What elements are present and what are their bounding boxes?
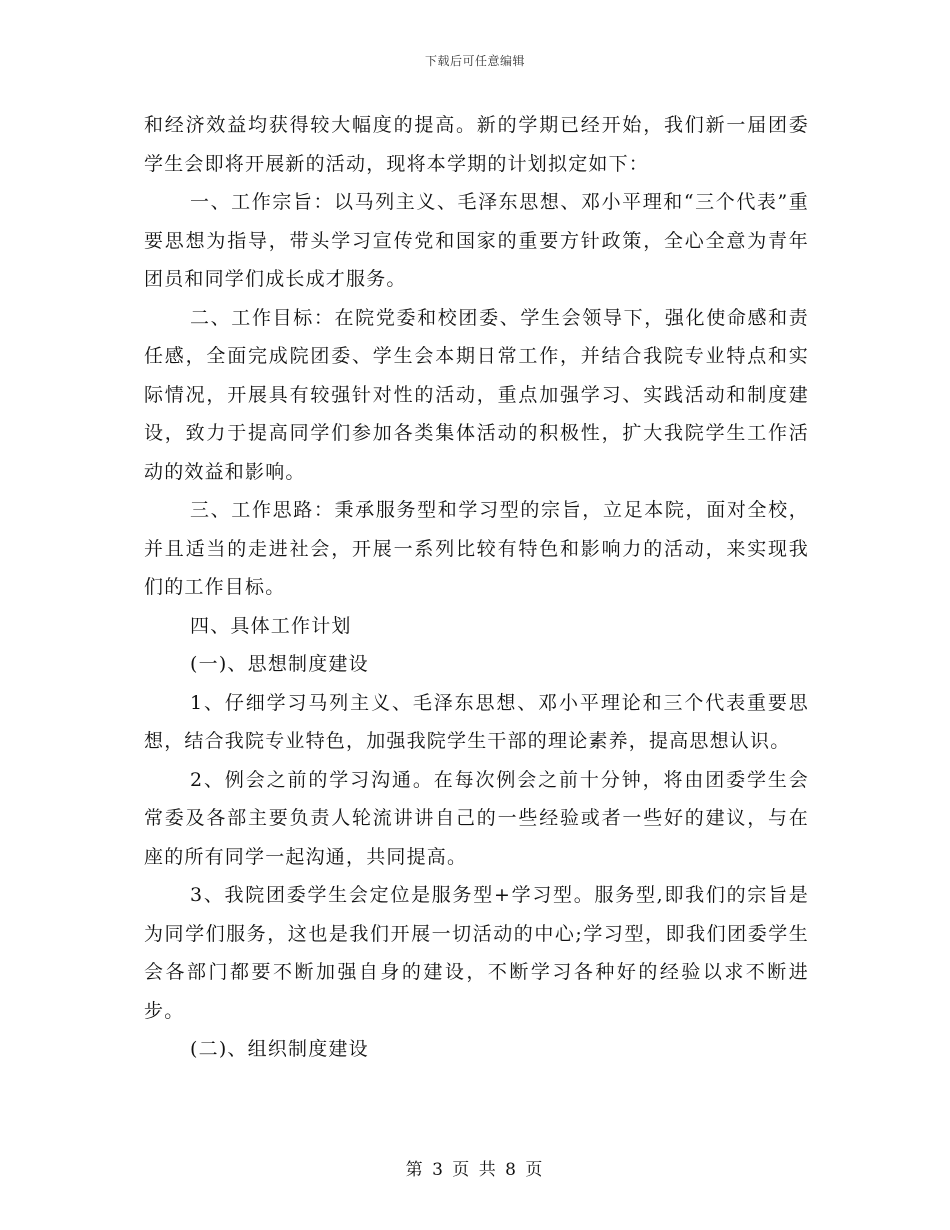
document-body	[144, 106, 809, 1069]
heading-ideology-system: (一)、思想制度建设	[190, 653, 369, 675]
page-footer: 第 3 页 共 8 页	[405, 1160, 545, 1180]
heading-specific-plan: 四、具体工作计划	[190, 614, 352, 637]
paragraph-work-goal: 二、工作目标：在院党委和校团委、学生会领导下，强化使命感和责任感，全面完成院团委、学生会本期日常工作，并结合我院专业特点和实际情况，开展具有较强针对性的活动，重点加强学习、实践活动和制度建设，致力于提高同学们参加各类集体活动的积极性，扩大我院学生工作活动的效益和影响。	[144, 306, 809, 483]
list-item-1: 1、仔细学习马列主义、毛泽东思想、邓小平理论和三个代表重要思想，结合我院专业特色，加强我院学生干部的理论素养，提高思想认识。	[144, 691, 809, 752]
list-item-2: 2、例会之前的学习沟通。在每次例会之前十分钟，将由团委学生会常委及各部主要负责人轮流讲讲自己的一些经验或者一些好的建议，与在座的所有同学一起沟通，共同提高。	[144, 768, 809, 868]
paragraph-work-purpose: 一、工作宗旨：以马列主义、毛泽东思想、邓小平理和“三个代表”重要思想为指导，带头学习宣传党和国家的重要方针政策，全心全意为青年团员和同学们成长成才服务。	[144, 191, 809, 290]
list-item-3: 3、我院团委学生会定位是服务型+学习型。服务型,即我们的宗旨是为同学们服务，这也是我们开展一切活动的中心;学习型，即我们团委学生会各部门都要不断加强自身的建设，不断学习各种好的经验以求不断进步。	[144, 884, 809, 1022]
heading-organization-system: (二)、组织制度建设	[190, 1038, 369, 1060]
page-header: 下载后可任意编辑	[424, 54, 525, 68]
paragraph-work-approach: 三、工作思路：秉承服务型和学习型的宗旨，立足本院，面对全校，并且适当的走进社会，开展一系列比较有特色和影响力的活动，来实现我们的工作目标。	[144, 499, 809, 598]
paragraph-intro: 和经济效益均获得较大幅度的提高。新的学期已经开始，我们新一届团委学生会即将开展新的活动，现将本学期的计划拟定如下：	[144, 114, 809, 175]
